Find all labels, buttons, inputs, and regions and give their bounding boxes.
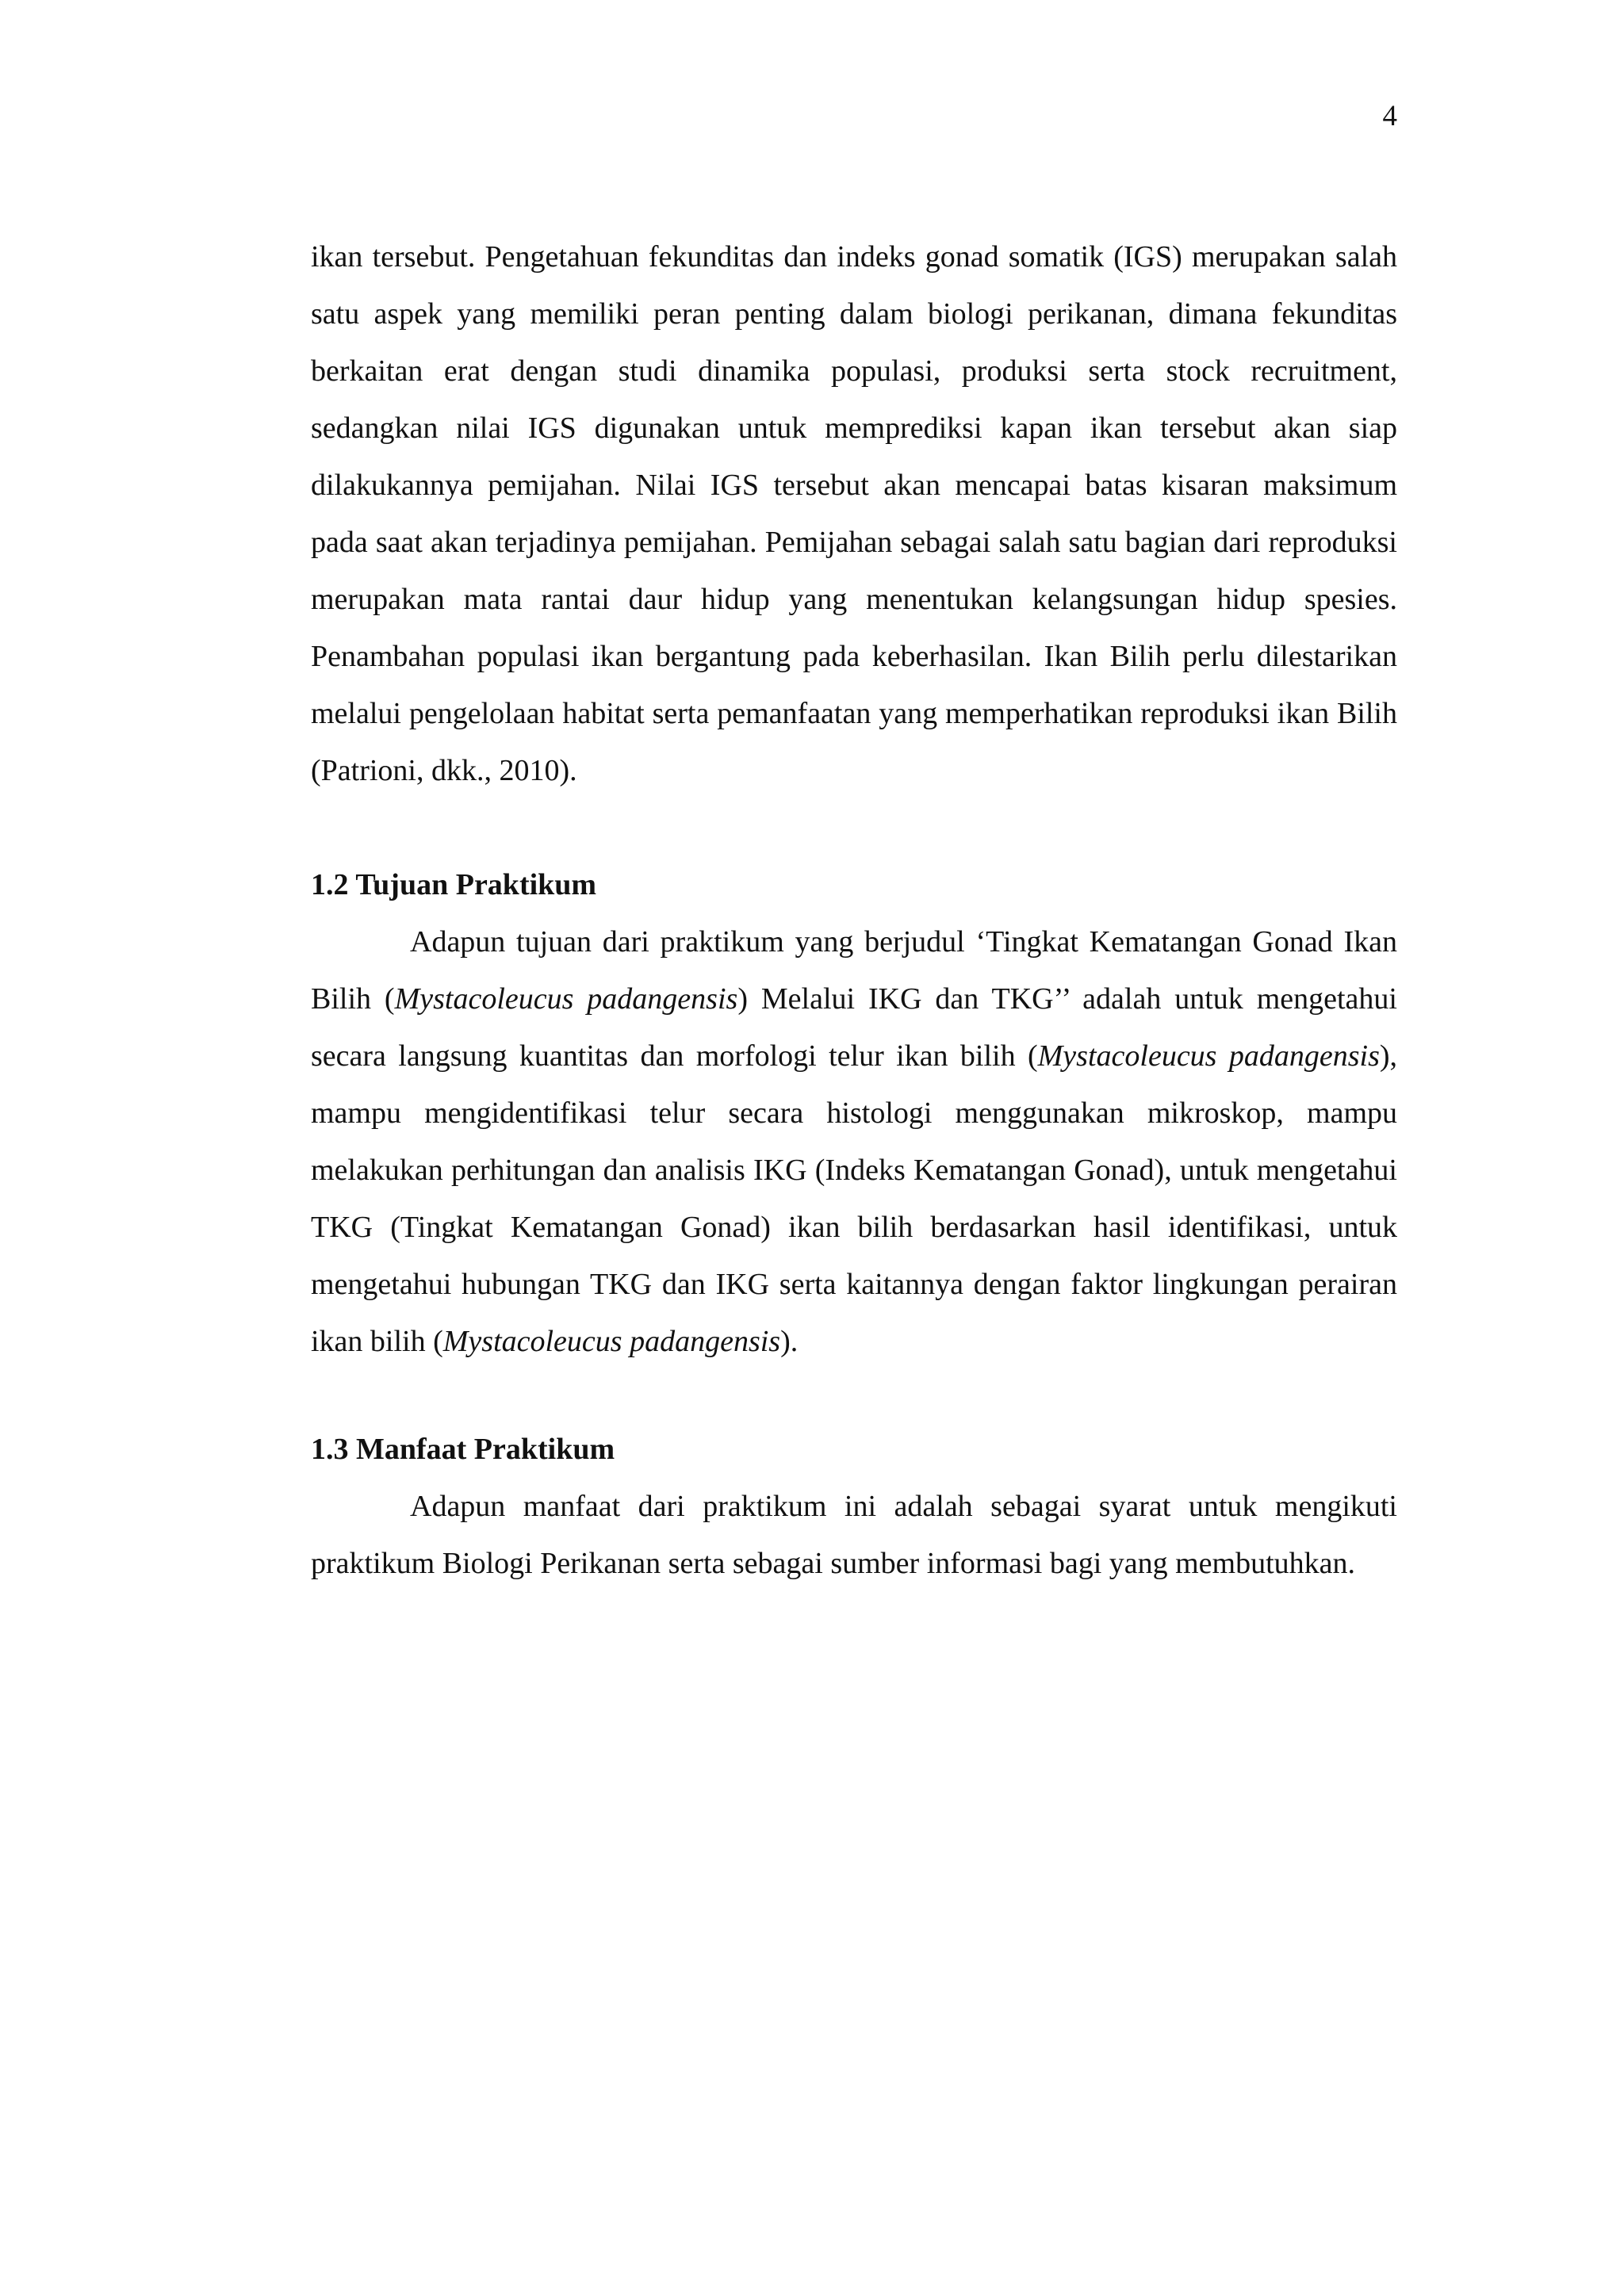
manfaat-paragraph: Adapun manfaat dari praktikum ini adalah sebagai syarat untuk mengikuti praktikum Biologi Perikanan serta sebagai sumber informasi bagi yang membutuhkan. xyxy=(311,1490,1397,1580)
document-body xyxy=(311,228,1397,1592)
section-manfaat-praktikum xyxy=(311,1421,1397,1592)
tujuan-paragraph xyxy=(311,913,1397,1370)
tujuan-text-part-3: ), mampu mengidentifikasi telur secara histologi menggunakan mikroskop, mampu melakukan perhitungan dan analisis IKG (Indeks Kematangan Gonad), untuk mengetahui TKG (Tingkat Kematangan Gonad) ikan bilih berdasarkan hasil identifikasi, untuk mengetahui hubungan TKG dan IKG serta kaitannya dengan faktor lingkungan perairan ikan bilih ( xyxy=(311,1039,1398,1358)
section-heading-manfaat: 1.3 Manfaat Praktikum xyxy=(311,1433,615,1466)
intro-paragraph: ikan tersebut. Pengetahuan fekunditas dan indeks gonad somatik (IGS) merupakan salah satu aspek yang memiliki peran penting dalam biologi perikanan, dimana fekunditas berkaitan erat dengan studi dinamika populasi, produksi serta stock recruitment, sedangkan nilai IGS digunakan untuk memprediksi kapan ikan tersebut akan siap dilakukannya pemijahan. Nilai IGS tersebut akan mencapai batas kisaran maksimum pada saat akan terjadinya pemijahan. Pemijahan sebagai salah satu bagian dari reproduksi merupakan mata rantai daur hidup yang menentukan kelangsungan hidup spesies. Penambahan populasi ikan bergantung pada keberhasilan. Ikan Bilih perlu dilestarikan melalui pengelolaan habitat serta pemanfaatan yang memperhatikan reproduksi ikan Bilih (Patrioni, dkk., 2010). xyxy=(311,240,1397,787)
page-number: 4 xyxy=(1382,100,1397,132)
section-tujuan-praktikum xyxy=(311,856,1397,1370)
tujuan-text-part-4: ). xyxy=(780,1325,799,1358)
species-name-2: Mystacoleucus padangensis xyxy=(1037,1039,1380,1073)
tujuan-text-part-1: Adapun tujuan dari praktikum yang berjudul ‘Tingkat Kematangan Gonad Ikan Bilih ( xyxy=(311,925,1397,1016)
species-name-1: Mystacoleucus padangensis xyxy=(394,982,738,1016)
species-name-3: Mystacoleucus padangensis xyxy=(442,1325,781,1358)
tujuan-text-part-2: ) Melalui IKG dan TKG’’ adalah untuk mengetahui secara langsung kuantitas dan morfologi telur ikan bilih ( xyxy=(311,982,1397,1073)
section-heading-tujuan: 1.2 Tujuan Praktikum xyxy=(311,868,597,901)
